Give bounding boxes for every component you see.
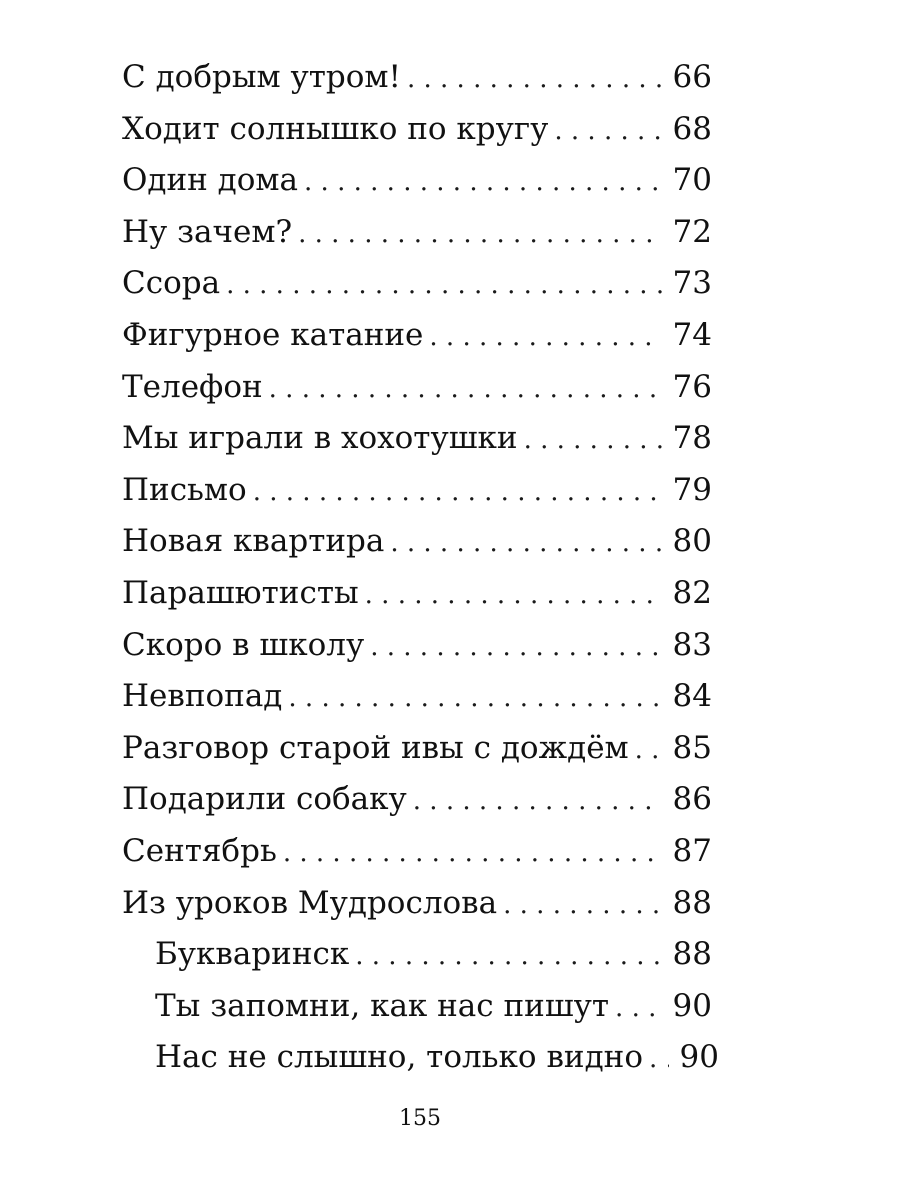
toc-entry xyxy=(122,774,712,826)
entry-page-number: 86 xyxy=(672,781,712,818)
toc-entry xyxy=(122,310,712,362)
entry-title: Письмо xyxy=(122,471,247,508)
entry-page-number: 73 xyxy=(672,265,712,302)
entry-title: Букваринск xyxy=(155,936,350,973)
entry-page-number: 66 xyxy=(672,59,712,95)
entry-page-number: 82 xyxy=(672,574,712,611)
entry-page-number: 74 xyxy=(672,316,712,353)
toc-entry xyxy=(122,723,712,775)
toc-subentry xyxy=(122,981,712,1033)
toc-entry xyxy=(122,413,712,465)
entry-title: Скоро в школу xyxy=(122,626,365,663)
entry-title: Новая квартира xyxy=(122,523,385,560)
dot-leader xyxy=(298,209,662,261)
entry-title: Невпопад xyxy=(122,678,283,715)
entry-page-number: 68 xyxy=(672,110,712,147)
dot-leader xyxy=(649,1034,669,1086)
toc-subentry xyxy=(122,929,712,981)
entry-title: Телефон xyxy=(122,368,263,405)
entry-page-number: 90 xyxy=(672,987,712,1024)
toc-entry xyxy=(122,52,712,104)
entry-title: С добрым утром! xyxy=(122,59,401,95)
entry-title: Парашютисты xyxy=(122,574,359,611)
dot-leader xyxy=(407,54,662,106)
entry-page-number: 80 xyxy=(672,523,712,560)
dot-leader xyxy=(615,983,662,1035)
toc-entry xyxy=(122,671,712,723)
entry-page-number: 87 xyxy=(672,832,712,869)
dot-leader xyxy=(288,673,662,725)
dot-leader xyxy=(304,157,662,209)
table-of-contents xyxy=(122,52,719,1084)
entry-title: Ну зачем? xyxy=(122,213,293,250)
entry-page-number: 78 xyxy=(672,420,712,457)
entry-title: Подарили собаку xyxy=(122,781,407,818)
dot-leader xyxy=(283,828,662,880)
dot-leader xyxy=(524,415,662,467)
toc-entry xyxy=(122,516,712,568)
dot-leader xyxy=(226,260,662,312)
entry-title: Фигурное катание xyxy=(122,316,424,353)
entry-page-number: 76 xyxy=(672,368,712,405)
toc-entry xyxy=(122,155,712,207)
entry-title: Ходит солнышко по кругу xyxy=(122,110,549,147)
dot-leader xyxy=(390,518,662,570)
toc-entry xyxy=(122,568,712,620)
toc-entry xyxy=(122,258,712,310)
dot-leader xyxy=(554,106,662,158)
entry-title: Нас не слышно, только видно xyxy=(155,1039,643,1076)
entry-title: Мы играли в хохотушки xyxy=(122,420,518,457)
page-number: 155 xyxy=(399,1106,441,1131)
entry-title: Сентябрь xyxy=(122,832,277,869)
entry-title: Разговор старой ивы с дождём xyxy=(122,729,629,766)
entry-page-number: 72 xyxy=(672,213,712,250)
entry-page-number: 88 xyxy=(672,936,712,973)
toc-entry xyxy=(122,620,712,672)
dot-leader xyxy=(365,570,662,622)
entry-title: Ссора xyxy=(122,265,221,302)
toc-entry xyxy=(122,362,712,414)
entry-page-number: 70 xyxy=(672,162,712,199)
entry-title: Один дома xyxy=(122,162,299,199)
dot-leader xyxy=(413,776,662,828)
dot-leader xyxy=(253,467,662,519)
toc-subentry xyxy=(122,1032,719,1084)
entry-page-number: 83 xyxy=(672,626,712,663)
dot-leader xyxy=(503,880,662,932)
toc-entry xyxy=(122,104,712,156)
dot-leader xyxy=(355,931,662,983)
dot-leader xyxy=(370,622,662,674)
entry-page-number: 79 xyxy=(672,471,712,508)
entry-title: Из уроков Мудрослова xyxy=(122,884,498,921)
toc-entry xyxy=(122,207,712,259)
dot-leader xyxy=(269,364,662,416)
toc-entry xyxy=(122,465,712,517)
entry-page-number: 90 xyxy=(679,1039,719,1076)
entry-title: Ты запомни, как нас пишут xyxy=(155,987,610,1024)
toc-entry xyxy=(122,878,712,930)
entry-page-number: 85 xyxy=(672,729,712,766)
dot-leader xyxy=(429,312,662,364)
toc-entry xyxy=(122,826,712,878)
entry-page-number: 88 xyxy=(672,884,712,921)
dot-leader xyxy=(635,725,662,777)
entry-page-number: 84 xyxy=(672,678,712,715)
